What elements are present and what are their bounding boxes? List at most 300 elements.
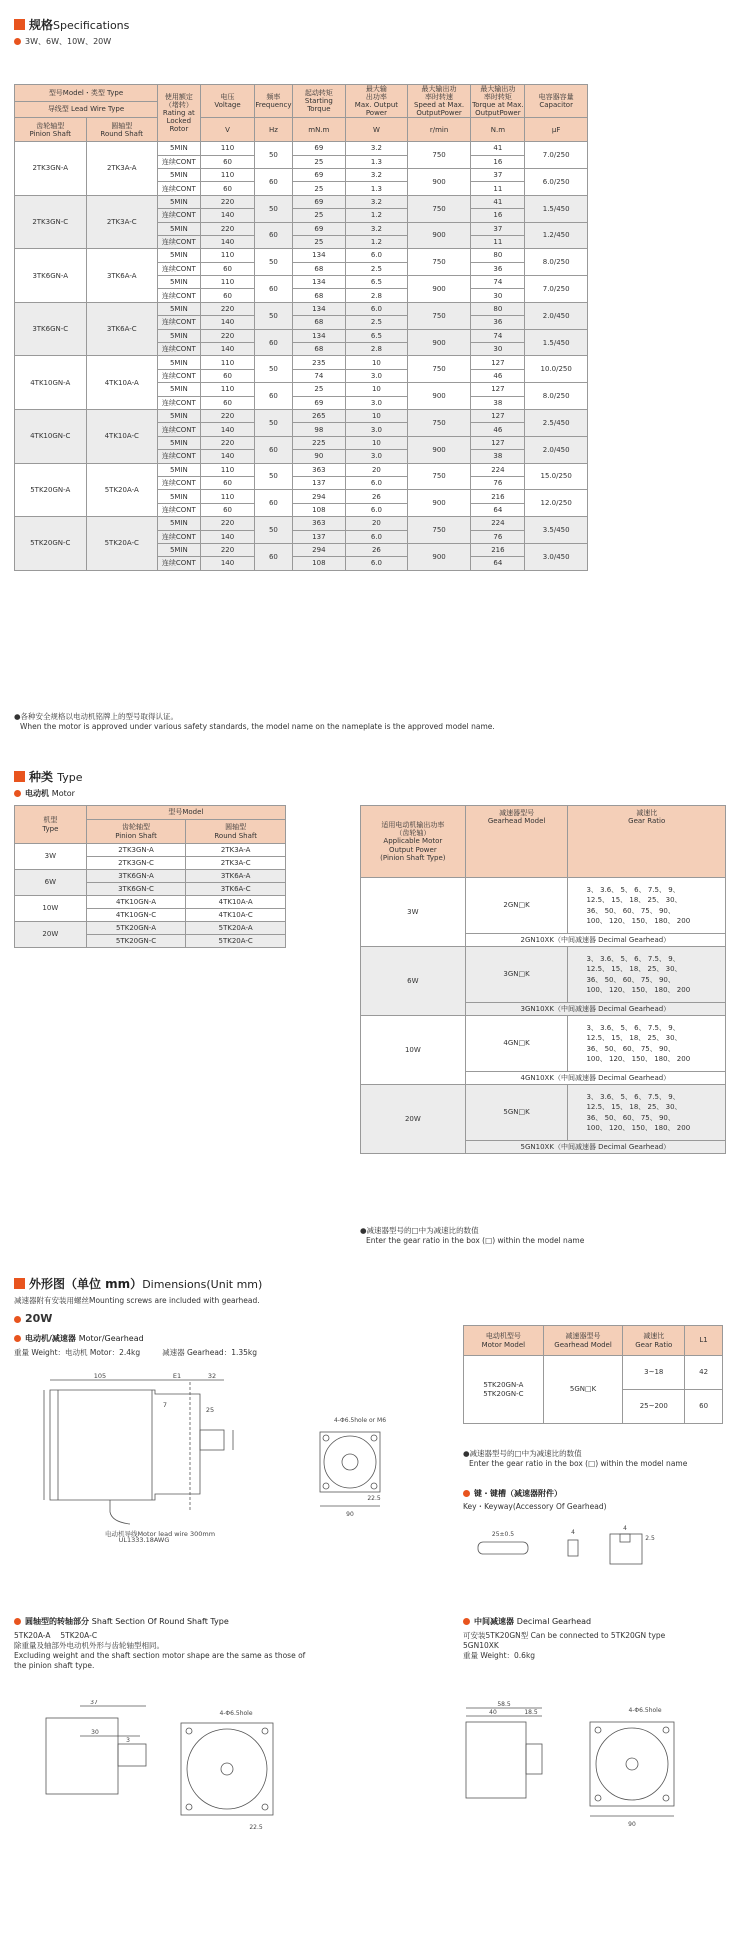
spec-rating: 连续CONT xyxy=(157,316,200,329)
motor-gearhead-label-en: Motor/Gearhead xyxy=(78,1334,144,1343)
round-body-outline xyxy=(46,1718,118,1794)
spec-torque-max: 16 xyxy=(471,155,525,168)
spec-power: 6.5 xyxy=(346,276,408,289)
dims-screws: 减速器附有安装用螺丝Mounting screws are included with gearhead. xyxy=(14,1296,260,1305)
spec-pinion: 5TK20GN-A xyxy=(15,463,87,517)
type-power: 3W xyxy=(15,844,87,870)
th-cap-unit: μF xyxy=(525,118,588,142)
spec-capacitor: 12.0/250 xyxy=(525,490,588,517)
spec-power: 10 xyxy=(346,383,408,396)
spec-round: 3TK6A-A xyxy=(86,249,157,303)
motor-front-view xyxy=(300,1410,410,1540)
th-freq-unit: Hz xyxy=(255,118,292,142)
spec-frequency: 50 xyxy=(255,463,292,490)
gear-power: 6W xyxy=(361,947,466,1016)
motor-gearhead-drawing xyxy=(40,1372,340,1542)
spec-torque: 68 xyxy=(292,262,346,275)
spec-speed: 900 xyxy=(407,168,471,195)
key-dim-3: 4 xyxy=(623,1525,627,1532)
th-type: 机型 Type xyxy=(15,806,87,844)
spec-row xyxy=(15,410,588,423)
l1-range-1: 3~18 xyxy=(623,1356,685,1390)
spec-torque: 74 xyxy=(292,369,346,382)
spec-voltage: 140 xyxy=(200,343,255,356)
dim-90: 90 xyxy=(346,1511,354,1518)
th-rating: 使用额定 （堵转） Rating at Locked Rotor xyxy=(157,85,200,142)
spec-capacitor: 1.5/450 xyxy=(525,195,588,222)
spec-rating: 连续CONT xyxy=(157,155,200,168)
th-type-model: 型号Model xyxy=(86,806,285,820)
th-capacitor: 电容器容量 Capacitor xyxy=(525,85,588,118)
spec-rating: 连续CONT xyxy=(157,557,200,570)
spec-capacitor: 1.5/450 xyxy=(525,329,588,356)
spec-rating: 5MIN xyxy=(157,517,200,530)
spec-torque: 69 xyxy=(292,222,346,235)
gear-decimal: 3GN10XK（中间减速器 Decimal Gearhead） xyxy=(465,1003,725,1016)
type-round: 5TK20A-A xyxy=(186,922,286,935)
spec-voltage: 220 xyxy=(200,195,255,208)
spec-capacitor: 15.0/250 xyxy=(525,463,588,490)
spec-voltage: 220 xyxy=(200,410,255,423)
spec-voltage: 110 xyxy=(200,490,255,503)
spec-torque: 235 xyxy=(292,356,346,369)
th-torque-max: 最大输出功 率时转矩 Torque at Max. OutputPower xyxy=(472,85,524,118)
gear-ratios: 3、 3.6、 5、 6、 7.5、 9、 12.5、 15、 18、 25、 30、 36、 50、 60、 75、 90、 100、 120、 150、 180、 200 xyxy=(568,947,726,1003)
spec-power: 6.0 xyxy=(346,249,408,262)
gear-row xyxy=(361,878,726,934)
spec-subtitle-row xyxy=(14,36,111,47)
type-motor-row xyxy=(14,788,75,799)
spec-voltage: 220 xyxy=(200,302,255,315)
spec-torque: 363 xyxy=(292,517,346,530)
decimal-dim-90: 90 xyxy=(628,1821,636,1828)
gear-power: 20W xyxy=(361,1085,466,1154)
dims-power-row xyxy=(14,1312,52,1325)
spec-voltage: 60 xyxy=(200,503,255,516)
spec-capacitor: 2.0/450 xyxy=(525,436,588,463)
spec-voltage: 110 xyxy=(200,276,255,289)
decimal-dim-18-5: 18.5 xyxy=(524,1709,538,1716)
spec-voltage: 140 xyxy=(200,423,255,436)
spec-rating: 连续CONT xyxy=(157,182,200,195)
round-dim-hole: 4-Φ6.5hole xyxy=(219,1710,253,1717)
gear-note-en: Enter the gear ratio in the box (□) within the model name xyxy=(366,1236,585,1246)
spec-row xyxy=(15,195,588,208)
spec-torque: 68 xyxy=(292,289,346,302)
lead-wire-outline xyxy=(110,1500,130,1524)
spec-torque-max: 16 xyxy=(471,209,525,222)
decimal-model: 5GN10XK xyxy=(463,1641,499,1651)
spec-voltage: 220 xyxy=(200,329,255,342)
spec-frequency: 60 xyxy=(255,436,292,463)
round-en: Excluding weight and the shaft section motor shape are the same as those of the pinion shaft type. xyxy=(14,1651,306,1671)
spec-speed: 750 xyxy=(407,249,471,276)
spec-voltage: 110 xyxy=(200,463,255,476)
spec-torque-max: 46 xyxy=(471,369,525,382)
th-frequency: 频率 Frequency xyxy=(255,85,292,118)
type-pinion: 4TK10GN-A xyxy=(86,896,186,909)
spec-torque: 68 xyxy=(292,343,346,356)
spec-speed: 900 xyxy=(407,329,471,356)
gearhead-table xyxy=(360,805,726,1154)
spec-voltage: 140 xyxy=(200,235,255,248)
spec-row xyxy=(15,517,588,530)
spec-voltage: 60 xyxy=(200,262,255,275)
round-dim-3: 3 xyxy=(126,1737,130,1744)
l1-note xyxy=(463,1449,687,1469)
type-row xyxy=(15,844,286,857)
spec-torque-max: 11 xyxy=(471,182,525,195)
bullet-icon xyxy=(14,38,21,45)
th-ratio: 减速比 Gear Ratio xyxy=(623,1326,685,1356)
spec-rating: 连续CONT xyxy=(157,530,200,543)
spec-rating: 连续CONT xyxy=(157,450,200,463)
type-pinion: 2TK3GN-A xyxy=(86,844,186,857)
spec-row xyxy=(15,302,588,315)
spec-frequency: 50 xyxy=(255,410,292,437)
spec-voltage: 220 xyxy=(200,517,255,530)
spec-rating: 5MIN xyxy=(157,329,200,342)
type-title: 种类 xyxy=(29,770,54,784)
spec-power: 2.8 xyxy=(346,289,408,302)
spec-rating: 5MIN xyxy=(157,302,200,315)
type-pinion: 5TK20GN-A xyxy=(86,922,186,935)
spec-subtitle: 3W、6W、10W、20W xyxy=(25,37,112,46)
decimal-weight: 重量 Weight：0.6kg xyxy=(463,1651,536,1661)
weight-gearhead: 减速器 Gearhead：1.35kg xyxy=(162,1348,257,1357)
l1-range-2: 25~200 xyxy=(623,1390,685,1424)
key-dim-4: 2.5 xyxy=(645,1535,655,1542)
decimal-side-view xyxy=(460,1700,550,1820)
spec-torque-max: 36 xyxy=(471,316,525,329)
spec-torque-max: 11 xyxy=(471,235,525,248)
type-pinion: 3TK6GN-C xyxy=(86,883,186,896)
spec-capacitor: 7.0/250 xyxy=(525,276,588,303)
spec-torque-max: 37 xyxy=(471,168,525,181)
type-header xyxy=(14,768,82,785)
spec-power: 3.2 xyxy=(346,195,408,208)
spec-power: 3.2 xyxy=(346,168,408,181)
spec-note xyxy=(14,712,495,732)
flange-outline xyxy=(320,1432,380,1492)
spec-speed: 750 xyxy=(407,356,471,383)
spec-torque: 294 xyxy=(292,490,346,503)
type-row xyxy=(15,896,286,909)
spec-voltage: 140 xyxy=(200,450,255,463)
th-voltage-unit: V xyxy=(200,118,255,142)
spec-round: 4TK10A-A xyxy=(86,356,157,410)
spec-power: 3.2 xyxy=(346,222,408,235)
spec-voltage: 110 xyxy=(200,383,255,396)
spec-torque: 25 xyxy=(292,209,346,222)
spec-pinion: 2TK3GN-C xyxy=(15,195,87,249)
type-power: 20W xyxy=(15,922,87,948)
l1-models: 5TK20GN-A 5TK20GN-C xyxy=(464,1356,544,1424)
l1-table xyxy=(463,1325,723,1424)
type-round: 3TK6A-C xyxy=(186,883,286,896)
spec-rating: 连续CONT xyxy=(157,476,200,489)
type-round: 4TK10A-C xyxy=(186,909,286,922)
th-gear-model: 减速器型号 Gearhead Model xyxy=(543,1326,623,1356)
dim-e1: E1 xyxy=(172,1372,182,1380)
spec-voltage: 140 xyxy=(200,530,255,543)
spec-power: 3.0 xyxy=(346,423,408,436)
section-marker xyxy=(14,19,25,30)
spec-rating: 5MIN xyxy=(157,463,200,476)
lead-wire-label: 电动机导线Motor lead wire 300mm xyxy=(104,1530,216,1538)
spec-title-en: Specifications xyxy=(53,19,130,32)
spec-speed: 750 xyxy=(407,195,471,222)
spec-power: 10 xyxy=(346,436,408,449)
th-torque-unit: mN.m xyxy=(292,118,346,142)
spec-torque-max: 80 xyxy=(471,249,525,262)
spec-torque: 25 xyxy=(292,235,346,248)
spec-pinion: 4TK10GN-A xyxy=(15,356,87,410)
key-dim-2: 4 xyxy=(571,1529,575,1536)
spec-pinion: 4TK10GN-C xyxy=(15,410,87,464)
bullet-icon xyxy=(14,1618,21,1625)
gear-ratios: 3、 3.6、 5、 6、 7.5、 9、 12.5、 15、 18、 25、 30、 36、 50、 60、 75、 90、 100、 120、 150、 180、 200 xyxy=(568,1016,726,1072)
spec-torque: 137 xyxy=(292,530,346,543)
spec-torque-max: 30 xyxy=(471,343,525,356)
spec-rating: 5MIN xyxy=(157,543,200,556)
spec-torque: 90 xyxy=(292,450,346,463)
spec-torque-max: 74 xyxy=(471,276,525,289)
spec-torque-max: 127 xyxy=(471,436,525,449)
spec-capacitor: 2.0/450 xyxy=(525,302,588,329)
spec-voltage: 110 xyxy=(200,249,255,262)
spec-torque: 108 xyxy=(292,503,346,516)
spec-voltage: 110 xyxy=(200,356,255,369)
spec-rating: 5MIN xyxy=(157,249,200,262)
spec-torque-max: 127 xyxy=(471,410,525,423)
key-title: 键・键槽（减速器附件） xyxy=(474,1489,562,1498)
spec-rating: 连续CONT xyxy=(157,396,200,409)
spec-rating: 连续CONT xyxy=(157,262,200,275)
section-marker xyxy=(14,771,25,782)
spec-capacitor: 3.5/450 xyxy=(525,517,588,544)
round-dim-22-5: 22.5 xyxy=(249,1824,263,1831)
spec-speed: 900 xyxy=(407,383,471,410)
spec-torque-max: 127 xyxy=(471,383,525,396)
spec-speed: 900 xyxy=(407,490,471,517)
spec-torque: 225 xyxy=(292,436,346,449)
spec-capacitor: 3.0/450 xyxy=(525,543,588,570)
spec-power: 10 xyxy=(346,356,408,369)
spec-power: 1.3 xyxy=(346,155,408,168)
spec-speed: 900 xyxy=(407,276,471,303)
spec-voltage: 140 xyxy=(200,557,255,570)
dim-7: 7 xyxy=(162,1401,168,1409)
spec-power: 6.0 xyxy=(346,476,408,489)
decimal-dim-40: 40 xyxy=(489,1709,497,1716)
spec-power: 6.0 xyxy=(346,530,408,543)
spec-rating: 5MIN xyxy=(157,142,200,155)
spec-speed: 750 xyxy=(407,142,471,169)
th-torque: 起动转矩 Starting Torque xyxy=(292,85,346,118)
spec-voltage: 220 xyxy=(200,543,255,556)
spec-rating: 连续CONT xyxy=(157,343,200,356)
key-outline xyxy=(478,1542,528,1554)
spec-frequency: 50 xyxy=(255,249,292,276)
th-power: 最大输 出功率 Max. Output Power xyxy=(346,85,408,118)
spec-speed: 900 xyxy=(407,436,471,463)
ul-label: UL1333,18AWG xyxy=(118,1536,170,1542)
spec-speed: 900 xyxy=(407,222,471,249)
dim-32: 32 xyxy=(207,1372,217,1380)
round-shaft-outline xyxy=(118,1744,146,1766)
spec-torque-max: 216 xyxy=(471,543,525,556)
spec-torque-max: 36 xyxy=(471,262,525,275)
spec-rating: 5MIN xyxy=(157,490,200,503)
gear-model: 4GN□K xyxy=(465,1016,568,1072)
weight-row xyxy=(14,1348,257,1358)
spec-frequency: 60 xyxy=(255,168,292,195)
spec-speed: 750 xyxy=(407,517,471,544)
round-cn: 除重量及轴部外电动机外形与齿轮轴型相同。 xyxy=(14,1641,164,1651)
spec-capacitor: 8.0/250 xyxy=(525,249,588,276)
spec-capacitor: 7.0/250 xyxy=(525,142,588,169)
spec-table xyxy=(14,84,588,571)
spec-frequency: 60 xyxy=(255,383,292,410)
spec-speed: 750 xyxy=(407,410,471,437)
spec-voltage: 60 xyxy=(200,396,255,409)
th-applicable-power: 适用电动机输出功率 （齿轮轴） Applicable Motor Output Power (Pinion Shaft Type) xyxy=(361,806,466,878)
type-pinion: 2TK3GN-C xyxy=(86,857,186,870)
gear-power: 3W xyxy=(361,878,466,947)
spec-round: 2TK3A-C xyxy=(86,195,157,249)
spec-torque: 294 xyxy=(292,543,346,556)
type-motor-label: 电动机 xyxy=(25,789,49,798)
th-type-round: 圆轴型 Round Shaft xyxy=(186,820,286,844)
spec-torque: 25 xyxy=(292,383,346,396)
type-pinion: 4TK10GN-C xyxy=(86,909,186,922)
l1-value-1: 42 xyxy=(685,1356,723,1390)
l1-note-en: Enter the gear ratio in the box (□) within the model name xyxy=(469,1459,688,1469)
spec-power: 1.2 xyxy=(346,209,408,222)
spec-voltage: 110 xyxy=(200,142,255,155)
spec-power: 26 xyxy=(346,490,408,503)
spec-power: 20 xyxy=(346,463,408,476)
spec-capacitor: 2.5/450 xyxy=(525,410,588,437)
spec-torque-max: 64 xyxy=(471,503,525,516)
spec-voltage: 140 xyxy=(200,209,255,222)
round-shaft-drawing xyxy=(40,1700,150,1810)
spec-torque: 69 xyxy=(292,142,346,155)
spec-rating: 5MIN xyxy=(157,356,200,369)
dim-22-5: 22.5 xyxy=(367,1495,381,1502)
spec-frequency: 50 xyxy=(255,517,292,544)
spec-power: 6.0 xyxy=(346,557,408,570)
decimal-body-outline xyxy=(466,1722,526,1798)
th-type-pinion: 齿轮轴型 Pinion Shaft xyxy=(86,820,186,844)
spec-voltage: 140 xyxy=(200,316,255,329)
spec-capacitor: 10.0/250 xyxy=(525,356,588,383)
spec-torque: 68 xyxy=(292,316,346,329)
shaft-outline xyxy=(200,1430,224,1450)
spec-rating: 5MIN xyxy=(157,276,200,289)
gear-row xyxy=(361,947,726,1003)
bullet-icon xyxy=(14,790,21,797)
l1-note-cn: ●减速器型号的□中为减速比的数值 xyxy=(463,1449,582,1458)
type-title-en: Type xyxy=(57,771,83,784)
spec-rating: 5MIN xyxy=(157,436,200,449)
spec-torque-max: 38 xyxy=(471,396,525,409)
spec-rating: 连续CONT xyxy=(157,209,200,222)
round-front-view xyxy=(176,1705,291,1835)
spec-torque-max: 76 xyxy=(471,530,525,543)
spec-torque: 69 xyxy=(292,396,346,409)
spec-power: 1.2 xyxy=(346,235,408,248)
decimal-front-view xyxy=(585,1700,700,1830)
spec-frequency: 50 xyxy=(255,302,292,329)
dim-25: 25 xyxy=(205,1406,215,1414)
decimal-cn: 可安装5TK20GN型 Can be connected to 5TK20GN type xyxy=(463,1631,666,1640)
spec-rating: 5MIN xyxy=(157,410,200,423)
spec-voltage: 110 xyxy=(200,168,255,181)
spec-header xyxy=(14,16,129,33)
type-power: 10W xyxy=(15,896,87,922)
spec-torque-max: 127 xyxy=(471,356,525,369)
type-row xyxy=(15,922,286,935)
spec-rating: 连续CONT xyxy=(157,289,200,302)
dims-title: 外形图（单位 mm） xyxy=(29,1277,143,1291)
spec-pinion: 3TK6GN-A xyxy=(15,249,87,303)
spec-torque-max: 216 xyxy=(471,490,525,503)
th-voltage: 电压 Voltage xyxy=(200,85,255,118)
decimal-dim-58-5: 58.5 xyxy=(497,1701,511,1708)
spec-frequency: 50 xyxy=(255,142,292,169)
gear-decimal: 5GN10XK（中间减速器 Decimal Gearhead） xyxy=(465,1141,725,1154)
dims-power: 20W xyxy=(25,1312,53,1325)
decimal-dim-hole: 4-Φ6.5hole xyxy=(628,1707,662,1714)
spec-torque: 69 xyxy=(292,195,346,208)
motor-gearhead-label: 电动机/减速器 xyxy=(25,1334,76,1343)
spec-pinion: 2TK3GN-A xyxy=(15,142,87,196)
weight-motor: 重量 Weight：电动机 Motor：2.4kg xyxy=(14,1348,141,1357)
spec-rating: 连续CONT xyxy=(157,369,200,382)
type-motor-label-en: Motor xyxy=(51,789,75,798)
decimal-title-row xyxy=(463,1616,591,1627)
round-title-en: Shaft Section Of Round Shaft Type xyxy=(91,1617,229,1626)
gear-model: 3GN□K xyxy=(465,947,568,1003)
th-l1: L1 xyxy=(685,1326,723,1356)
key-title-row xyxy=(463,1488,562,1499)
type-pinion: 5TK20GN-C xyxy=(86,935,186,948)
l1-value-2: 60 xyxy=(685,1390,723,1424)
spec-voltage: 220 xyxy=(200,436,255,449)
th-motor-model: 电动机型号 Motor Model xyxy=(464,1326,544,1356)
spec-power: 6.0 xyxy=(346,302,408,315)
spec-torque-max: 80 xyxy=(471,302,525,315)
spec-round: 2TK3A-A xyxy=(86,142,157,196)
spec-capacitor: 6.0/250 xyxy=(525,168,588,195)
decimal-flange-outline xyxy=(590,1722,674,1806)
section-marker xyxy=(14,1278,25,1289)
type-round: 2TK3A-A xyxy=(186,844,286,857)
th-speed: 最大输出功 率时转速 Speed at Max. OutputPower xyxy=(407,85,471,118)
spec-row xyxy=(15,463,588,476)
spec-power: 3.2 xyxy=(346,142,408,155)
bullet-icon xyxy=(14,1335,21,1342)
bullet-icon xyxy=(463,1618,470,1625)
gear-row xyxy=(361,1016,726,1072)
spec-torque: 134 xyxy=(292,276,346,289)
spec-power: 2.5 xyxy=(346,316,408,329)
key-drawing xyxy=(470,1520,730,1580)
spec-rating: 5MIN xyxy=(157,195,200,208)
spec-frequency: 60 xyxy=(255,329,292,356)
